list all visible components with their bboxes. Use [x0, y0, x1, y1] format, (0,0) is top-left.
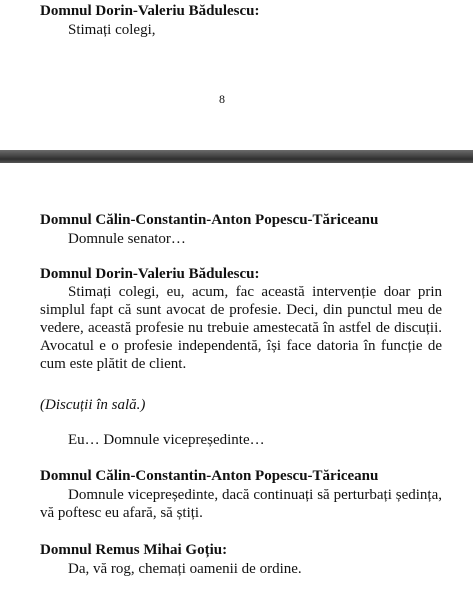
current-page — [0, 163, 473, 593]
speaker-name: Domnul Remus Mihai Goțiu: — [40, 542, 228, 558]
previous-page — [0, 0, 473, 150]
speech-line: Stimați colegi, — [68, 22, 156, 38]
page-separator — [0, 150, 473, 163]
page-number: 8 — [219, 92, 225, 106]
speech-line: Da, vă rog, chemați oamenii de ordine. — [68, 561, 302, 577]
speaker-name: Domnul Dorin-Valeriu Bădulescu: — [40, 266, 260, 282]
speech-line: Domnule senator… — [68, 231, 186, 247]
speech-line: Eu… Domnule vicepreședinte… — [68, 432, 265, 448]
speaker-name: Domnul Călin-Constantin-Anton Popescu-Tăriceanu — [40, 468, 379, 484]
speech-paragraph: Domnule vicepreședinte, dacă continuați să perturbați ședința, vă poftesc eu afară, să știți. — [40, 487, 442, 521]
speech-paragraph: Stimați colegi, eu, acum, fac această intervenție doar prin simplul fapt că sunt avocat de profesie. Deci, din punctul meu de vedere, această profesie nu trebuie amestecată în astfel de discuții. Avocatul e o profesie independentă, își face datoria în funcție de cum este plătit de client. — [40, 284, 442, 372]
speaker-name: Domnul Călin-Constantin-Anton Popescu-Tăriceanu — [40, 212, 379, 228]
speaker-name: Domnul Dorin-Valeriu Bădulescu: — [40, 3, 260, 19]
stage-direction: (Discuții în sală.) — [40, 397, 146, 413]
